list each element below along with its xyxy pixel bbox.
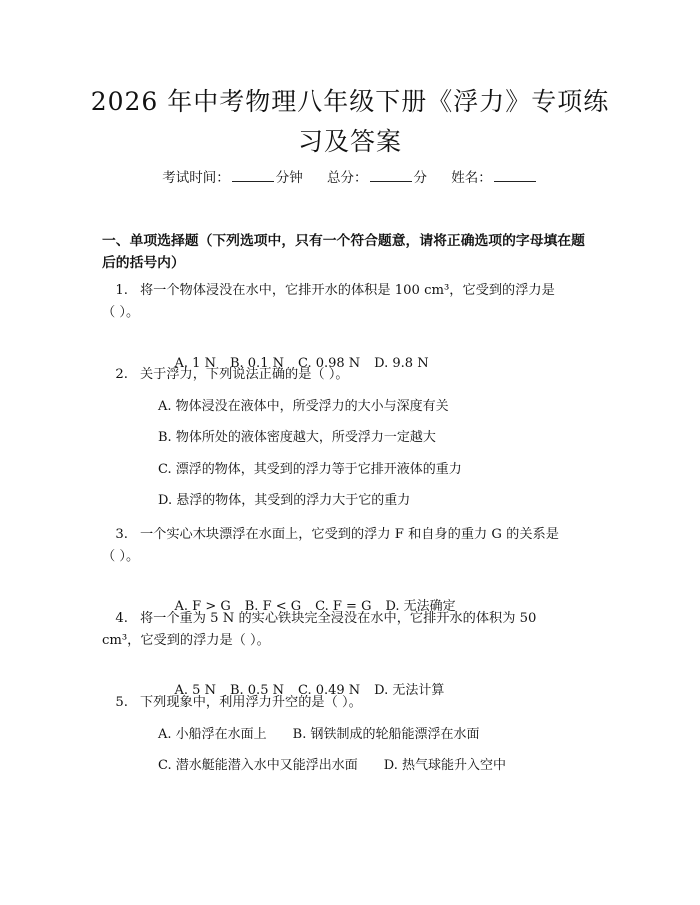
option-c[interactable]: C. 0.98 N [297, 356, 361, 371]
question-5-options-row-1 [158, 725, 493, 745]
question-stem: 关于浮力，下列说法正确的是（ ）。 [140, 367, 349, 382]
question-number: 3. [115, 527, 128, 542]
option-d[interactable]: D. 悬浮的物体，其受到的浮力大于它的重力 [158, 493, 411, 508]
question-1 [102, 280, 604, 324]
option-c[interactable]: C. 潜水艇能潜入水中又能浮出水面 [158, 758, 358, 773]
question-number: 1. [115, 283, 128, 298]
time-label: 考试时间： [162, 170, 230, 186]
question-stem-cont: （ ）。 [102, 549, 140, 564]
page-title [60, 82, 640, 162]
option-b[interactable]: B. 物体所处的液体密度越大，所受浮力一定越大 [158, 430, 436, 445]
title-line-2: 习及答案 [297, 127, 402, 156]
section-heading [102, 230, 604, 274]
score-field [327, 168, 427, 188]
section-heading-line-1: 一、单项选择题（下列选项中，只有一个符合题意，请将正确选项的字母填在题 [102, 233, 585, 249]
question-number: 5. [115, 695, 128, 710]
option-c[interactable]: C. 漂浮的物体，其受到的浮力等于它排开液体的重力 [158, 462, 462, 477]
question-number: 2. [115, 367, 128, 382]
option-a[interactable]: A. 物体浸没在液体中，所受浮力的大小与深度有关 [158, 399, 449, 414]
question-stem-cont: （ ）。 [102, 305, 140, 320]
option-d[interactable]: D. 无法确定 [385, 599, 456, 614]
time-unit: 分钟 [275, 170, 303, 186]
option-a[interactable]: A. 小船浮在水面上 [158, 727, 267, 742]
option-d[interactable]: D. 热气球能升入空中 [383, 758, 506, 773]
time-field [162, 168, 303, 188]
title-line-1: 2026 年中考物理八年级下册《浮力》专项练 [90, 87, 610, 116]
name-field [451, 168, 538, 188]
question-stem: 一个实心木块漂浮在水面上，它受到的浮力 F 和自身的重力 G 的关系是 [140, 527, 559, 542]
name-label: 姓名： [451, 170, 492, 186]
option-b[interactable]: B. 钢铁制成的轮船能漂浮在水面 [292, 727, 480, 742]
question-3 [102, 524, 604, 568]
question-stem-cont: cm³，它受到的浮力是（ ）。 [102, 633, 270, 648]
option-d[interactable]: D. 无法计算 [374, 683, 445, 698]
question-2 [102, 364, 604, 386]
option-a[interactable]: A. F > G [174, 599, 231, 614]
score-blank[interactable] [370, 168, 412, 182]
section-heading-line-2: 后的括号内） [102, 255, 185, 271]
question-number: 4. [115, 611, 128, 626]
option-c[interactable]: C. 0.49 N [297, 683, 361, 698]
option-b[interactable]: B. 0.5 N [229, 683, 284, 698]
option-d[interactable]: D. 9.8 N [374, 356, 429, 371]
question-5 [102, 692, 604, 714]
option-c[interactable]: C. F = G [315, 599, 372, 614]
exam-meta [0, 168, 700, 188]
name-blank[interactable] [494, 168, 536, 182]
question-stem: 下列现象中，利用浮力升空的是（ ）。 [140, 695, 362, 710]
question-4 [102, 608, 604, 652]
question-stem: 将一个物体浸没在水中，它排开水的体积是 100 cm³，它受到的浮力是 [140, 283, 555, 298]
option-b[interactable]: B. 0.1 N [229, 356, 284, 371]
time-blank[interactable] [232, 168, 274, 182]
question-5-options-row-2 [158, 756, 520, 776]
option-a[interactable]: A. 1 N [174, 356, 216, 371]
option-b[interactable]: B. F < G [244, 599, 302, 614]
option-a[interactable]: A. 5 N [174, 683, 216, 698]
score-label: 总分： [327, 170, 368, 186]
question-stem: 将一个重为 5 N 的实心铁块完全浸没在水中，它排开水的体积为 50 [140, 611, 537, 626]
score-unit: 分 [413, 170, 427, 186]
